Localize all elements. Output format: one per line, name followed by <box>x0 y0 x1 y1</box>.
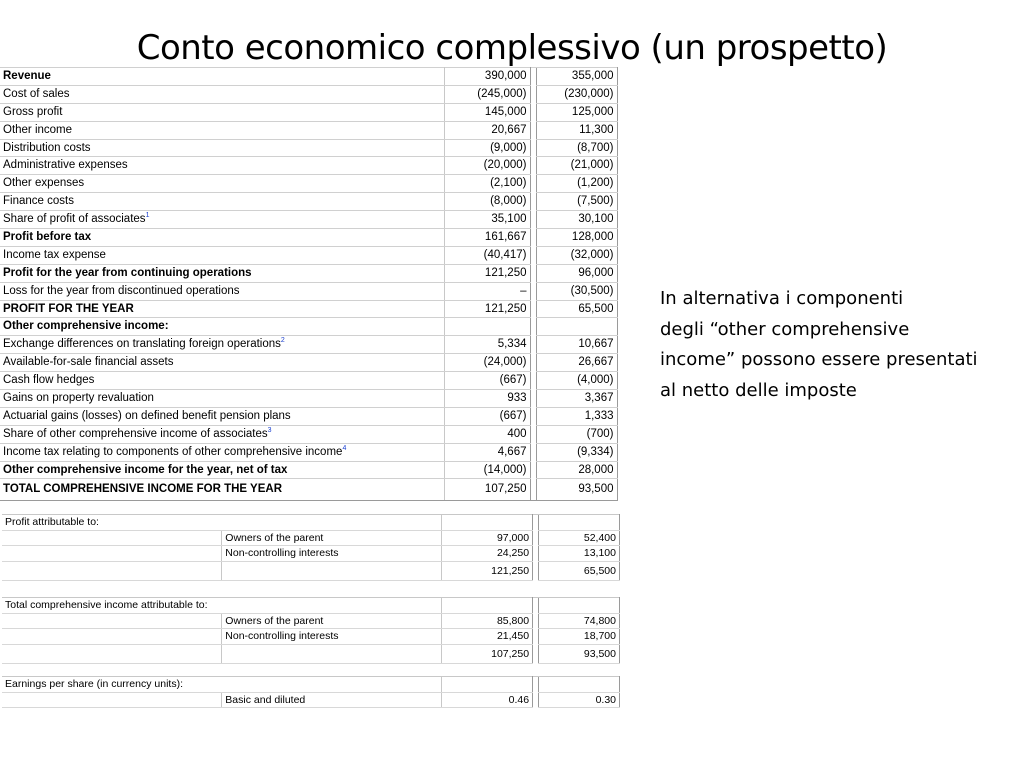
statement-label <box>0 246 444 264</box>
indent-cell <box>2 613 222 629</box>
indent-cell <box>2 546 222 562</box>
statement-label <box>0 68 444 86</box>
statement-value-prior <box>536 318 617 336</box>
statement-value-prior: 1,333 <box>536 407 617 425</box>
statement-value-prior: (8,700) <box>536 139 617 157</box>
statement-label <box>0 425 444 443</box>
statement-row <box>0 157 617 175</box>
statement-row <box>0 282 617 300</box>
statement-label-text: Distribution costs <box>3 141 91 154</box>
statement-label-text: Share of profit of associates <box>3 213 146 226</box>
statement-label-text: Loss for the year from discontinued operations <box>3 284 240 297</box>
side-note-line: al netto delle imposte <box>660 379 857 401</box>
empty-cell <box>222 561 442 580</box>
statement-label <box>0 407 444 425</box>
statement-value-prior: (7,500) <box>536 193 617 211</box>
eps-table <box>2 676 620 708</box>
indent-cell <box>2 644 222 663</box>
statement-row <box>0 372 617 390</box>
statement-value-prior: 65,500 <box>536 300 617 318</box>
statement-row <box>0 425 617 443</box>
statement-label <box>0 103 444 121</box>
statement-value-current: (24,000) <box>444 354 530 372</box>
attribution-label: Basic and diluted <box>222 692 442 708</box>
attribution-label: Owners of the parent <box>222 613 442 629</box>
statement-value-current: (2,100) <box>444 175 530 193</box>
statement-row <box>0 211 617 229</box>
side-note-line: degli “other comprehensive <box>660 318 910 340</box>
statement-label-text: Share of other comprehensive income of associates <box>3 427 268 440</box>
statement-row <box>0 318 617 336</box>
statement-value-prior: (1,200) <box>536 175 617 193</box>
attribution-total-row <box>2 644 620 663</box>
income-statement-table <box>0 67 618 501</box>
statement-row <box>0 229 617 247</box>
empty-cell <box>539 677 620 693</box>
statement-value-prior: 11,300 <box>536 121 617 139</box>
empty-cell <box>222 644 442 663</box>
footnote-ref: 2 <box>280 337 285 345</box>
statement-label <box>0 85 444 103</box>
attribution-total-current: 107,250 <box>442 644 533 663</box>
statement-label <box>0 443 444 461</box>
statement-value-current: (9,000) <box>444 139 530 157</box>
statement-row <box>0 264 617 282</box>
statement-value-current: 121,250 <box>444 300 530 318</box>
statement-row <box>0 354 617 372</box>
tci-attribution-table <box>2 597 620 664</box>
indent-cell <box>2 692 222 708</box>
statement-row <box>0 407 617 425</box>
statement-row <box>0 139 617 157</box>
statement-label-text: Available-for-sale financial assets <box>3 356 174 369</box>
statement-value-current: 4,667 <box>444 443 530 461</box>
statement-value-prior: 28,000 <box>536 461 617 479</box>
statement-value-prior: 30,100 <box>536 211 617 229</box>
statement-value-prior: (4,000) <box>536 372 617 390</box>
statement-row <box>0 461 617 479</box>
statement-label-text: Cash flow hedges <box>3 374 95 387</box>
attribution-total-row <box>2 561 620 580</box>
statement-label-text: Finance costs <box>3 195 74 208</box>
statement-label <box>0 336 444 354</box>
empty-cell <box>442 677 533 693</box>
statement-row <box>0 103 617 121</box>
attribution-value-current: 0.46 <box>442 692 533 708</box>
statement-value-current: (40,417) <box>444 246 530 264</box>
footnote-ref: 4 <box>342 444 347 452</box>
statement-label-text: TOTAL COMPREHENSIVE INCOME FOR THE YEAR <box>3 483 283 496</box>
statement-label <box>0 300 444 318</box>
statement-value-prior: (700) <box>536 425 617 443</box>
attribution-value-prior: 74,800 <box>539 613 620 629</box>
attribution-value-current: 85,800 <box>442 613 533 629</box>
statement-value-current: 145,000 <box>444 103 530 121</box>
statement-label <box>0 264 444 282</box>
statement-value-prior: (9,334) <box>536 443 617 461</box>
statement-label-text: Actuarial gains (losses) on defined benefit pension plans <box>3 409 291 422</box>
statement-label <box>0 157 444 175</box>
statement-value-prior: 3,367 <box>536 390 617 408</box>
statement-value-prior: 125,000 <box>536 103 617 121</box>
empty-cell <box>442 598 533 614</box>
statement-value-prior: 355,000 <box>536 68 617 86</box>
footnote-ref: 3 <box>267 426 272 434</box>
statement-label <box>0 318 444 336</box>
statement-value-prior: (21,000) <box>536 157 617 175</box>
attribution-value-current: 97,000 <box>442 530 533 546</box>
indent-cell <box>2 530 222 546</box>
statement-value-current: – <box>444 282 530 300</box>
statement-label-text: Other comprehensive income for the year, net of tax <box>3 463 288 476</box>
statement-label-text: Administrative expenses <box>3 159 128 172</box>
statement-row <box>0 443 617 461</box>
statement-value-prior: 128,000 <box>536 229 617 247</box>
section-heading: Total comprehensive income attributable to: <box>2 598 442 614</box>
statement-row <box>0 390 617 408</box>
statement-value-current <box>444 318 530 336</box>
statement-row <box>0 175 617 193</box>
statement-label <box>0 229 444 247</box>
statement-label-text: Income tax relating to components of other comprehensive income <box>3 445 343 458</box>
statement-value-prior: 10,667 <box>536 336 617 354</box>
statement-label-text: Other expenses <box>3 177 85 190</box>
statement-value-current: 121,250 <box>444 264 530 282</box>
attribution-label: Non-controlling interests <box>222 546 442 562</box>
statement-value-current: 20,667 <box>444 121 530 139</box>
attribution-row <box>2 546 620 562</box>
statement-row <box>0 193 617 211</box>
statement-label-text: Gross profit <box>3 105 63 118</box>
statement-row <box>0 300 617 318</box>
section-heading-row <box>2 598 620 614</box>
statement-value-current: (20,000) <box>444 157 530 175</box>
profit-attribution-table <box>2 514 620 581</box>
attribution-value-prior: 0.30 <box>539 692 620 708</box>
section-heading-row <box>2 515 620 531</box>
side-note-line: In alternativa i componenti <box>660 288 904 309</box>
statement-value-current: (667) <box>444 407 530 425</box>
statement-label <box>0 175 444 193</box>
statement-label-text: Gains on property revaluation <box>3 391 154 404</box>
statement-label <box>0 139 444 157</box>
statement-label-text: Profit for the year from continuing operations <box>3 266 252 279</box>
statement-value-current: (8,000) <box>444 193 530 211</box>
statement-value-prior: (32,000) <box>536 246 617 264</box>
statement-value-current: 390,000 <box>444 68 530 86</box>
attribution-row <box>2 629 620 645</box>
statement-value-current: 5,334 <box>444 336 530 354</box>
section-heading-row <box>2 677 620 693</box>
statement-value-prior: 26,667 <box>536 354 617 372</box>
attribution-value-current: 24,250 <box>442 546 533 562</box>
statement-label <box>0 354 444 372</box>
attribution-total-current: 121,250 <box>442 561 533 580</box>
statement-value-prior: 96,000 <box>536 264 617 282</box>
statement-value-current: (14,000) <box>444 461 530 479</box>
statement-value-current: (245,000) <box>444 85 530 103</box>
statement-value-prior: (30,500) <box>536 282 617 300</box>
attribution-row <box>2 530 620 546</box>
statement-row <box>0 85 617 103</box>
statement-label <box>0 193 444 211</box>
attribution-value-prior: 13,100 <box>539 546 620 562</box>
statement-row <box>0 246 617 264</box>
attribution-row <box>2 613 620 629</box>
attribution-value-current: 21,450 <box>442 629 533 645</box>
statement-label-text: Cost of sales <box>3 87 70 100</box>
statement-label <box>0 121 444 139</box>
statement-label <box>0 461 444 479</box>
indent-cell <box>2 561 222 580</box>
statement-row <box>0 479 617 501</box>
statement-label-text: Revenue <box>3 69 51 82</box>
statement-label-text: Other comprehensive income: <box>3 320 169 333</box>
statement-label <box>0 390 444 408</box>
statement-value-current: 161,667 <box>444 229 530 247</box>
statement-row <box>0 121 617 139</box>
side-note <box>660 284 1024 406</box>
statement-label <box>0 282 444 300</box>
attribution-row <box>2 692 620 708</box>
section-heading: Earnings per share (in currency units): <box>2 677 442 693</box>
statement-label <box>0 479 444 501</box>
slide-title: Conto economico complessivo (un prospetto) <box>136 28 888 68</box>
empty-cell <box>539 515 620 531</box>
attribution-total-prior: 93,500 <box>539 644 620 663</box>
statement-row <box>0 68 617 86</box>
statement-row <box>0 336 617 354</box>
statement-value-current: (667) <box>444 372 530 390</box>
attribution-total-prior: 65,500 <box>539 561 620 580</box>
empty-cell <box>539 598 620 614</box>
statement-label-text: Income tax expense <box>3 248 106 261</box>
attribution-value-prior: 52,400 <box>539 530 620 546</box>
side-note-line: income” possono essere presentati <box>660 349 978 370</box>
statement-label <box>0 211 444 229</box>
statement-value-prior: 93,500 <box>536 479 617 501</box>
section-heading: Profit attributable to: <box>2 515 442 531</box>
statement-value-current: 107,250 <box>444 479 530 501</box>
attribution-label: Owners of the parent <box>222 530 442 546</box>
statement-label-text: PROFIT FOR THE YEAR <box>3 302 134 315</box>
indent-cell <box>2 629 222 645</box>
statement-value-prior: (230,000) <box>536 85 617 103</box>
statement-label-text: Exchange differences on translating foreign operations <box>3 338 281 351</box>
statement-label-text: Other income <box>3 123 73 136</box>
statement-label <box>0 372 444 390</box>
attribution-value-prior: 18,700 <box>539 629 620 645</box>
statement-value-current: 35,100 <box>444 211 530 229</box>
statement-value-current: 400 <box>444 425 530 443</box>
statement-label-text: Profit before tax <box>3 230 92 243</box>
footnote-ref: 1 <box>145 212 150 220</box>
attribution-label: Non-controlling interests <box>222 629 442 645</box>
empty-cell <box>442 515 533 531</box>
statement-value-current: 933 <box>444 390 530 408</box>
